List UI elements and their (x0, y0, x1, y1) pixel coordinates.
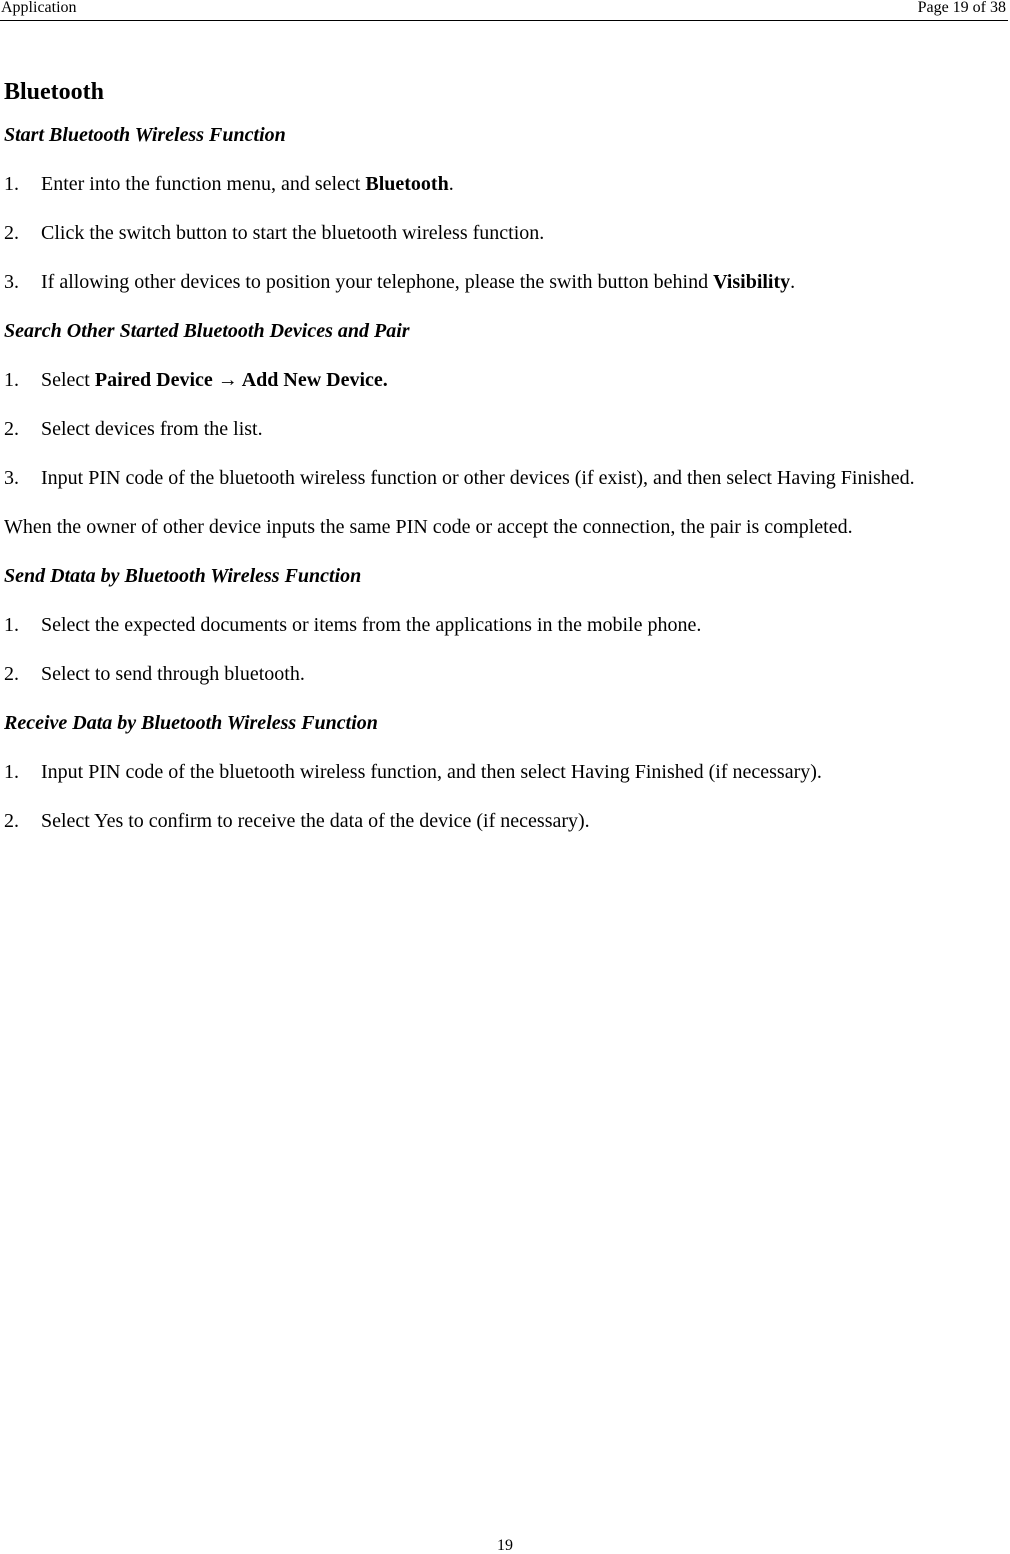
list-text: Select Yes to confirm to receive the data of the device (if necessary). (41, 810, 590, 832)
list-item (4, 613, 1004, 662)
section-heading-search: Search Other Started Bluetooth Devices and Pair (4, 320, 410, 342)
header-document-title: Application (1, 0, 77, 16)
section-heading-start: Start Bluetooth Wireless Function (4, 124, 286, 146)
list-item (4, 172, 1004, 221)
list-number: 2. (4, 663, 19, 685)
list-text-bold: Visibility (713, 271, 791, 293)
list-text: Select to send through bluetooth. (41, 663, 305, 685)
list-number: 2. (4, 810, 19, 832)
list-number: 1. (4, 614, 19, 636)
page-header (0, 0, 1008, 21)
list-text-end: . (790, 271, 796, 293)
list-text: Select the expected documents or items from the applications in the mobile phone. (41, 614, 702, 636)
list-text: If allowing other devices to position your telephone, please the swith button behind (41, 271, 714, 293)
list-text-end: . (448, 173, 454, 195)
list-text: Enter into the function menu, and select (41, 173, 366, 195)
list-text-bold: Bluetooth (365, 173, 449, 195)
section-heading-receive: Receive Data by Bluetooth Wireless Function (4, 712, 378, 734)
list-text-bold: Paired Device → Add New Device. (94, 369, 388, 391)
page-number: 19 (497, 1537, 513, 1554)
list-number: 3. (4, 467, 19, 489)
list-item (4, 466, 1004, 515)
list-text: Select (41, 369, 95, 391)
list-text: Click the switch button to start the bluetooth wireless function. (41, 222, 545, 244)
list-number: 3. (4, 271, 19, 293)
document-body (4, 76, 1004, 858)
list-text: Input PIN code of the bluetooth wireless function, and then select Having Finished (if necessary). (41, 761, 822, 783)
list-item (4, 662, 1004, 711)
list-item (4, 760, 1004, 809)
list-text: Select devices from the list. (41, 418, 263, 440)
header-page-indicator: Page 19 of 38 (917, 0, 1006, 16)
page-title: Bluetooth (4, 79, 105, 105)
list-item (4, 270, 1004, 319)
list-number: 1. (4, 761, 19, 783)
list-text: Input PIN code of the bluetooth wireless function or other devices (if exist), and then select Having Finished. (41, 467, 915, 489)
paragraph-note: When the owner of other device inputs the same PIN code or accept the connection, the pair is completed. (4, 516, 853, 538)
section-heading-send: Send Dtata by Bluetooth Wireless Function (4, 565, 362, 587)
list-number: 1. (4, 173, 19, 195)
list-number: 1. (4, 369, 19, 391)
list-item (4, 221, 1004, 270)
list-number: 2. (4, 418, 19, 440)
list-item (4, 809, 1004, 858)
list-number: 2. (4, 222, 19, 244)
list-item (4, 368, 1004, 417)
list-item (4, 417, 1004, 466)
